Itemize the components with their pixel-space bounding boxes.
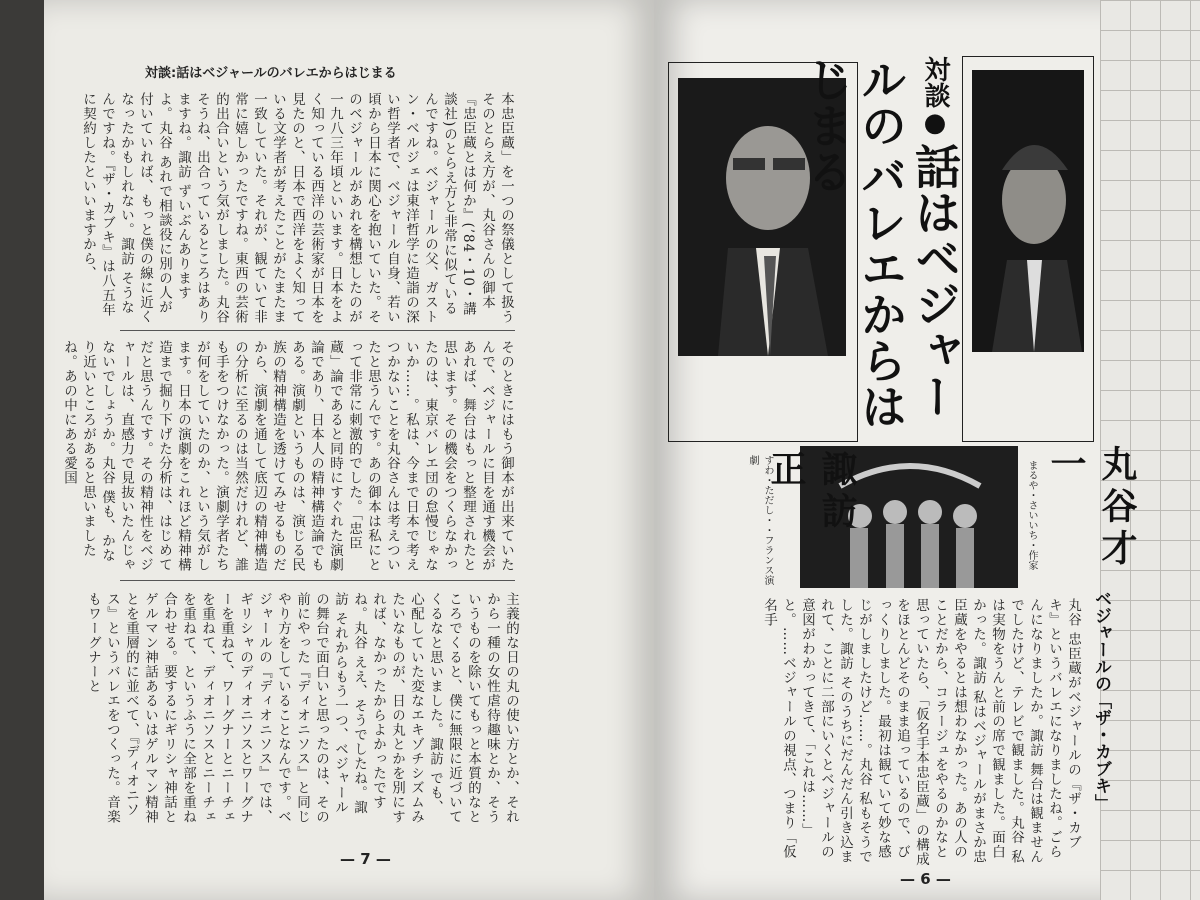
portrait-photo-suwa [972,70,1084,352]
title-prefix: 対談● [920,56,950,138]
page-number-right: — 6 — [900,870,951,888]
divider [120,330,515,331]
running-head: 対談:話はベジャールのバレエからはじまる [145,66,397,81]
person-title-maruya: まるや・さいいち・作家 [1026,460,1037,570]
divider [120,580,515,581]
text-block-middle: そのときにはもう御本が出来ていたんで、ベジャールに目を通す機会があれば、舞台はもっと整理されたと思います。その機会をつくらなかったのは、東京バレエ団の怠慢じゃないか……。私は、今まで日本で考えつかないことを丸谷さんは考えついたと思うんです。あの御本は私にとって非常に刺激的でした。「忠臣蔵」論であると同時にすぐれた演劇論であり、日本人の精神構造論でもある。演劇というものは、演じる民族の精神構造を透けてみせるものだから、演劇を通して底辺の精神構造の分析に至るのは当然だけれど、誰も手をつけなかった。演劇学者たちが何をしていたのか、という気がします。日本の演劇をこれほど精神構造まで掘り下げた分析は、はじめてだと思うんです。その精神性をベジャールは、直感力で見抜いたんじゃないでしょうか。丸谷 僕も、かなり近いところがあると思いましたね。あの中にある愛国 [61,340,514,572]
person-name-maruya: 丸谷才一 [1045,445,1137,571]
text-block-right: 丸谷 忠臣蔵がベジャールの『ザ・カブキ』というバレエになりましたね。ごらんになりましたか。諏訪 舞台は観ませんでしたけど、テレビで観ました。丸谷 私は実物をうんと前の席で観ました。面白かった。諏訪 私はベジャールがまさか忠臣蔵をやるとは想わなかった。あの人のことだから、コラージュをやるのかなと思っていたら、「仮名手本忠臣蔵」の構成をほとんどそのまま追っているので、びっくりしました。最初は観ていて妙な感じがしましたけど……。丸谷 私もそうでした。諏訪 そのうちにだんだん引き込まれて、ことに二部にいくとベジャールの意図がわかってきて、「これは……」と。……ベジャールの視点、つまり「仮名手 [761,598,1081,867]
page-number-left: — 7 — [340,850,391,868]
person-name-suwa: 諏訪 正 [765,450,857,576]
person-title-suwa: すわ・ただし・・フランス演劇 [747,455,773,585]
text-block-bottom: 主義的な日の丸の使い方とか、それから一種の女性虐待趣味とか、そういうものを除いてもっと本質的なところでくると、僕に無限に近づいてくるなと思いました。諏訪 でも、心配していた変なエキゾチシズムみたいなものが、日の丸とかを別にすれば、なかったからよかったですね。丸谷 ええ、そうでしたね。諏訪 それからもう一つ、ベジャールの舞台で面白いと思ったのは、その前にやった『ディオニソス』と同じやり方をしていることなんです。ベジャールの『ディオニソス』では、ギリシャのディオニソスとワーグナーを重ねて、ワーグナーとニーチェを重ねて、ディオニソスとニーチェを重ねて、というふうに全部を重ね合わせる。要するにギリシャ神話とゲルマン神話あるいはゲルマン精神とを重層的に並べて、『ディオニソス』というバレエをつくった。音楽もワーグナーと [85,592,519,824]
title-line1: 話はベジャールの [854,56,962,420]
text-block-top: 本忠臣蔵」を一つの祭儀として扱うそのとらえ方が、丸谷さんの御本『忠臣蔵とは何か』(’84・10・講談社)のとらえ方と非常に似ているんですね。ベジャールの父、ガストン・ベルジェは東洋哲学に造詣の深い哲学者で、ベジャール自身、若い頃から日本に関心を抱いていた。そのベジャールがあれを構想したのが一九八三年頃といいます。日本をよく知っている西洋の芸術家が日本を見たのと、日本で西洋をよく知っている文学者が考えたことがたまたま一致していた。それが、観ていて非常に嬉しかったですね。東西の芸術的出合いという気がしました。丸谷 そうね、出合っているところはありますね。諏訪 ずいぶんありますよ。丸谷 あれで相談役に別の人が付いていれば、もっと僕の線に近くなったかもしれない。諏訪 そうなんですね。『ザ・カブキ』は八五年に契約したといいますから、 [80,92,514,324]
title-line2: バレエからはじまる [800,56,908,430]
portrait-illustration [972,70,1084,352]
article-title [800,56,962,436]
section-header: ベジャールの「ザ・カブキ」 [1091,590,1111,811]
